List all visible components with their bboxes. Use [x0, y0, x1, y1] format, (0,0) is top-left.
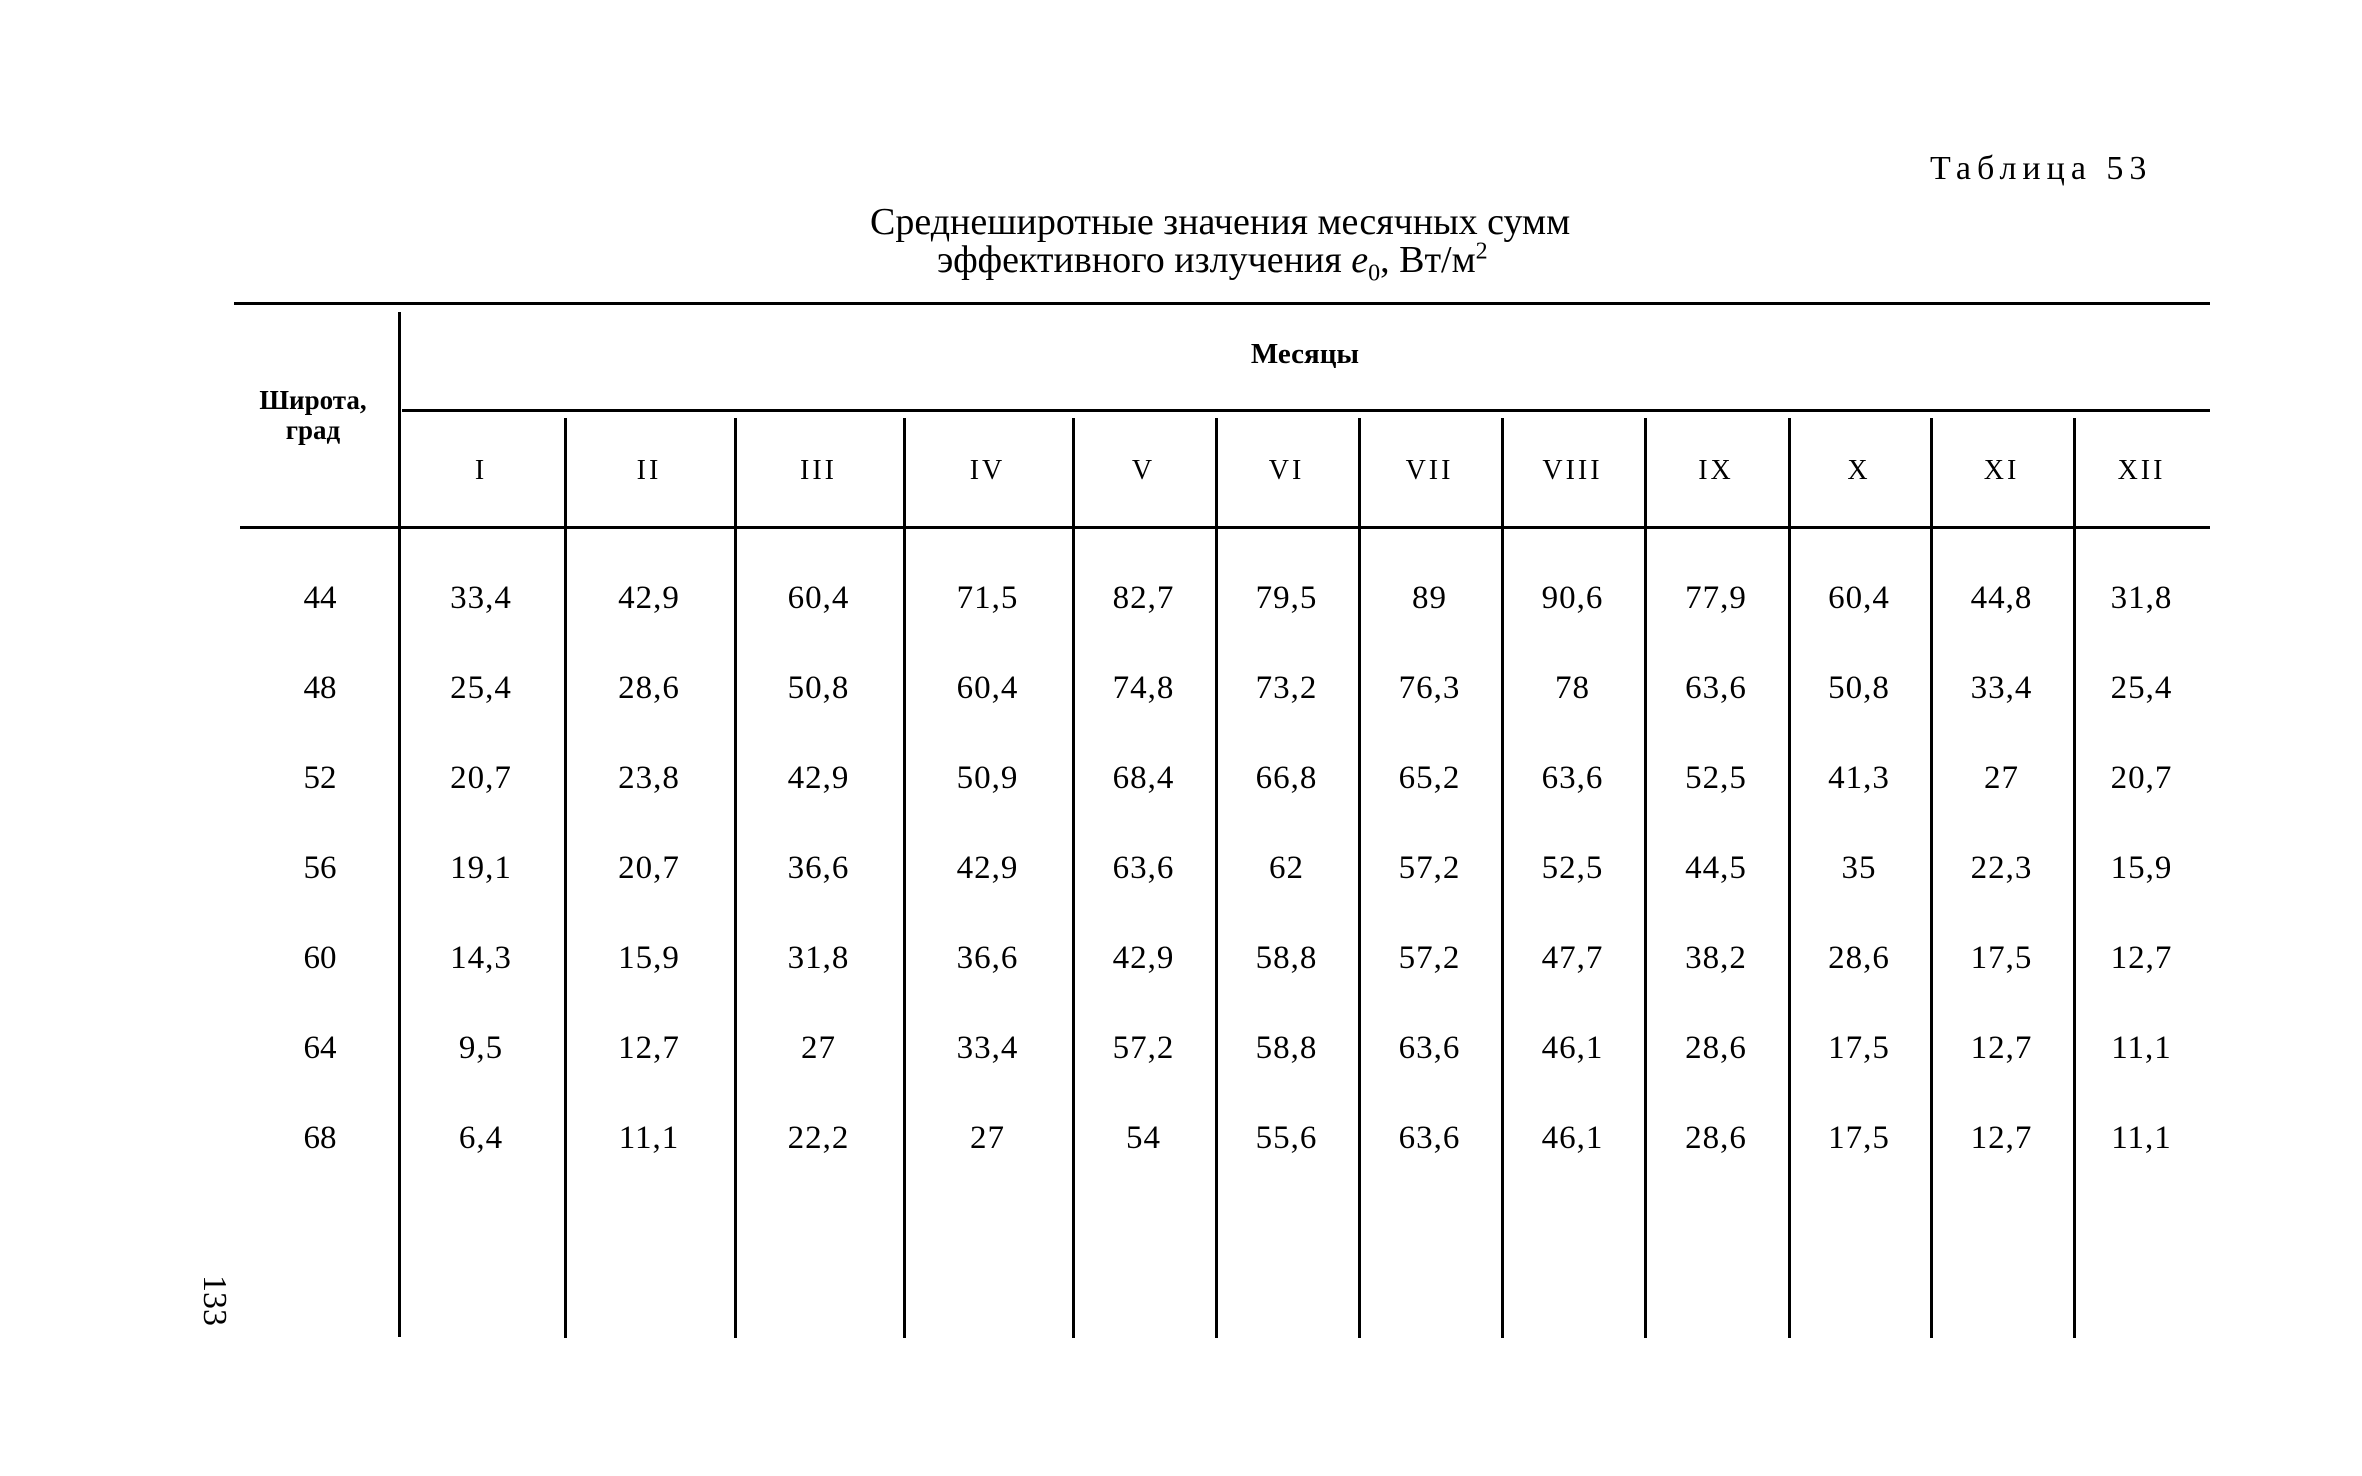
value-cell: 33,4	[1970, 670, 2033, 706]
month-header-cell: X	[1847, 455, 1871, 486]
value-cell: 9,5	[458, 1030, 504, 1066]
value-cell: 12,7	[1970, 1120, 2033, 1156]
header-bottom-rule	[240, 526, 2210, 529]
latitude-cell: 44	[303, 580, 337, 616]
table-label: Таблица 53	[1930, 150, 2153, 187]
value-cell: 74,8	[1112, 670, 1175, 706]
value-cell: 63,6	[1112, 850, 1175, 886]
title-subscript: 0	[1368, 260, 1381, 287]
title-text: эффективного излучения	[937, 239, 1352, 281]
value-cell: 17,5	[1970, 940, 2033, 976]
value-cell: 28,6	[1828, 940, 1890, 976]
value-cell: 66,8	[1255, 760, 1318, 796]
value-cell: 17,5	[1828, 1120, 1890, 1156]
value-cell: 27	[801, 1030, 836, 1066]
month-header-cell: I	[474, 455, 488, 486]
value-cell: 33,4	[956, 1030, 1019, 1066]
value-cell: 17,5	[1828, 1030, 1890, 1066]
value-cell: 50,8	[1828, 670, 1890, 706]
column-divider	[564, 418, 567, 1338]
latitude-header: Широта, град	[259, 385, 367, 445]
page-number-container	[193, 1275, 233, 1345]
value-cell: 42,9	[618, 580, 680, 616]
value-cell: 42,9	[787, 760, 850, 796]
value-cell: 57,2	[1398, 850, 1461, 886]
latitude-cell: 64	[303, 1030, 337, 1066]
value-cell: 63,6	[1398, 1030, 1461, 1066]
value-cell: 50,8	[787, 670, 850, 706]
value-cell: 11,1	[2111, 1120, 2172, 1156]
value-cell: 31,8	[2110, 580, 2173, 616]
latitude-cell: 52	[303, 760, 337, 796]
table-top-rule	[234, 302, 2210, 305]
column-divider	[1788, 418, 1791, 1338]
value-cell: 38,2	[1685, 940, 1747, 976]
value-cell: 65,2	[1398, 760, 1461, 796]
value-cell: 57,2	[1112, 1030, 1175, 1066]
value-cell: 15,9	[2110, 850, 2173, 886]
column-divider	[734, 418, 737, 1338]
value-cell: 82,7	[1112, 580, 1175, 616]
value-cell: 20,7	[618, 850, 680, 886]
value-cell: 33,4	[450, 580, 512, 616]
month-header-cell: XII	[2117, 455, 2166, 486]
value-cell: 36,6	[787, 850, 850, 886]
value-cell: 31,8	[787, 940, 850, 976]
value-cell: 73,2	[1255, 670, 1318, 706]
value-cell: 27	[1984, 760, 2019, 796]
latitude-cell: 48	[303, 670, 337, 706]
value-cell: 52,5	[1685, 760, 1747, 796]
latitude-cell: 56	[303, 850, 337, 886]
value-cell: 25,4	[450, 670, 512, 706]
value-cell: 11,1	[618, 1120, 680, 1156]
value-cell: 6,4	[458, 1120, 504, 1156]
value-cell: 77,9	[1685, 580, 1747, 616]
value-cell: 63,6	[1398, 1120, 1461, 1156]
month-header-cell: VIII	[1542, 455, 1603, 486]
months-rule	[402, 409, 2210, 412]
value-cell: 54	[1126, 1120, 1161, 1156]
value-cell: 25,4	[2110, 670, 2173, 706]
value-cell: 58,8	[1255, 940, 1318, 976]
month-header-cell: VI	[1268, 455, 1305, 486]
value-cell: 63,6	[1541, 760, 1604, 796]
month-header-cell: IX	[1698, 455, 1734, 486]
value-cell: 60,4	[787, 580, 850, 616]
value-cell: 46,1	[1541, 1030, 1604, 1066]
value-cell: 14,3	[450, 940, 512, 976]
month-header-cell: VII	[1405, 455, 1454, 486]
value-cell: 28,6	[1685, 1030, 1747, 1066]
table-title-line2	[937, 238, 1937, 288]
column-divider	[1644, 418, 1647, 1338]
value-cell: 63,6	[1685, 670, 1747, 706]
value-cell: 44,8	[1970, 580, 2033, 616]
value-cell: 22,2	[787, 1120, 850, 1156]
title-superscript: 2	[1475, 238, 1488, 265]
value-cell: 90,6	[1541, 580, 1604, 616]
value-cell: 50,9	[956, 760, 1019, 796]
title-symbol: e	[1351, 239, 1369, 281]
latitude-cell: 68	[303, 1120, 337, 1156]
value-cell: 71,5	[956, 580, 1019, 616]
value-cell: 22,3	[1970, 850, 2033, 886]
value-cell: 47,7	[1541, 940, 1604, 976]
page-number: 133	[196, 1275, 233, 1326]
column-divider	[1930, 418, 1933, 1338]
value-cell: 12,7	[618, 1030, 680, 1066]
value-cell: 52,5	[1541, 850, 1604, 886]
value-cell: 27	[970, 1120, 1005, 1156]
value-cell: 76,3	[1398, 670, 1461, 706]
month-header-cell: V	[1131, 455, 1156, 486]
value-cell: 35	[1841, 850, 1877, 886]
value-cell: 42,9	[1112, 940, 1175, 976]
value-cell: 20,7	[450, 760, 512, 796]
value-cell: 15,9	[618, 940, 680, 976]
value-cell: 36,6	[956, 940, 1019, 976]
value-cell: 42,9	[956, 850, 1019, 886]
value-cell: 11,1	[2111, 1030, 2172, 1066]
month-header-cell: III	[800, 455, 837, 486]
column-divider	[1215, 418, 1218, 1338]
value-cell: 28,6	[1685, 1120, 1747, 1156]
latitude-cell: 60	[303, 940, 337, 976]
value-cell: 28,6	[618, 670, 680, 706]
value-cell: 12,7	[1970, 1030, 2033, 1066]
month-header-cell: IV	[969, 455, 1006, 486]
value-cell: 78	[1555, 670, 1590, 706]
value-cell: 44,5	[1685, 850, 1747, 886]
value-cell: 79,5	[1255, 580, 1318, 616]
value-cell: 60,4	[1828, 580, 1890, 616]
value-cell: 23,8	[618, 760, 680, 796]
column-divider	[1072, 418, 1075, 1338]
months-header: Месяцы	[1250, 338, 1360, 370]
month-header-cell: XI	[1983, 455, 2020, 486]
value-cell: 20,7	[2110, 760, 2173, 796]
column-divider	[1358, 418, 1361, 1338]
value-cell: 60,4	[956, 670, 1019, 706]
value-cell: 58,8	[1255, 1030, 1318, 1066]
value-cell: 57,2	[1398, 940, 1461, 976]
table-title-line1: Среднеширотные значения месячных сумм	[870, 201, 1571, 243]
value-cell: 89	[1412, 580, 1447, 616]
value-cell: 46,1	[1541, 1120, 1604, 1156]
title-unit: , Вт/м	[1380, 239, 1476, 281]
column-divider	[1501, 418, 1504, 1338]
value-cell: 12,7	[2110, 940, 2173, 976]
month-header-cell: II	[636, 455, 662, 486]
value-cell: 19,1	[450, 850, 512, 886]
column-divider	[2073, 418, 2076, 1338]
value-cell: 41,3	[1828, 760, 1890, 796]
value-cell: 62	[1269, 850, 1304, 886]
value-cell: 68,4	[1112, 760, 1175, 796]
value-cell: 55,6	[1255, 1120, 1318, 1156]
column-divider	[903, 418, 906, 1338]
